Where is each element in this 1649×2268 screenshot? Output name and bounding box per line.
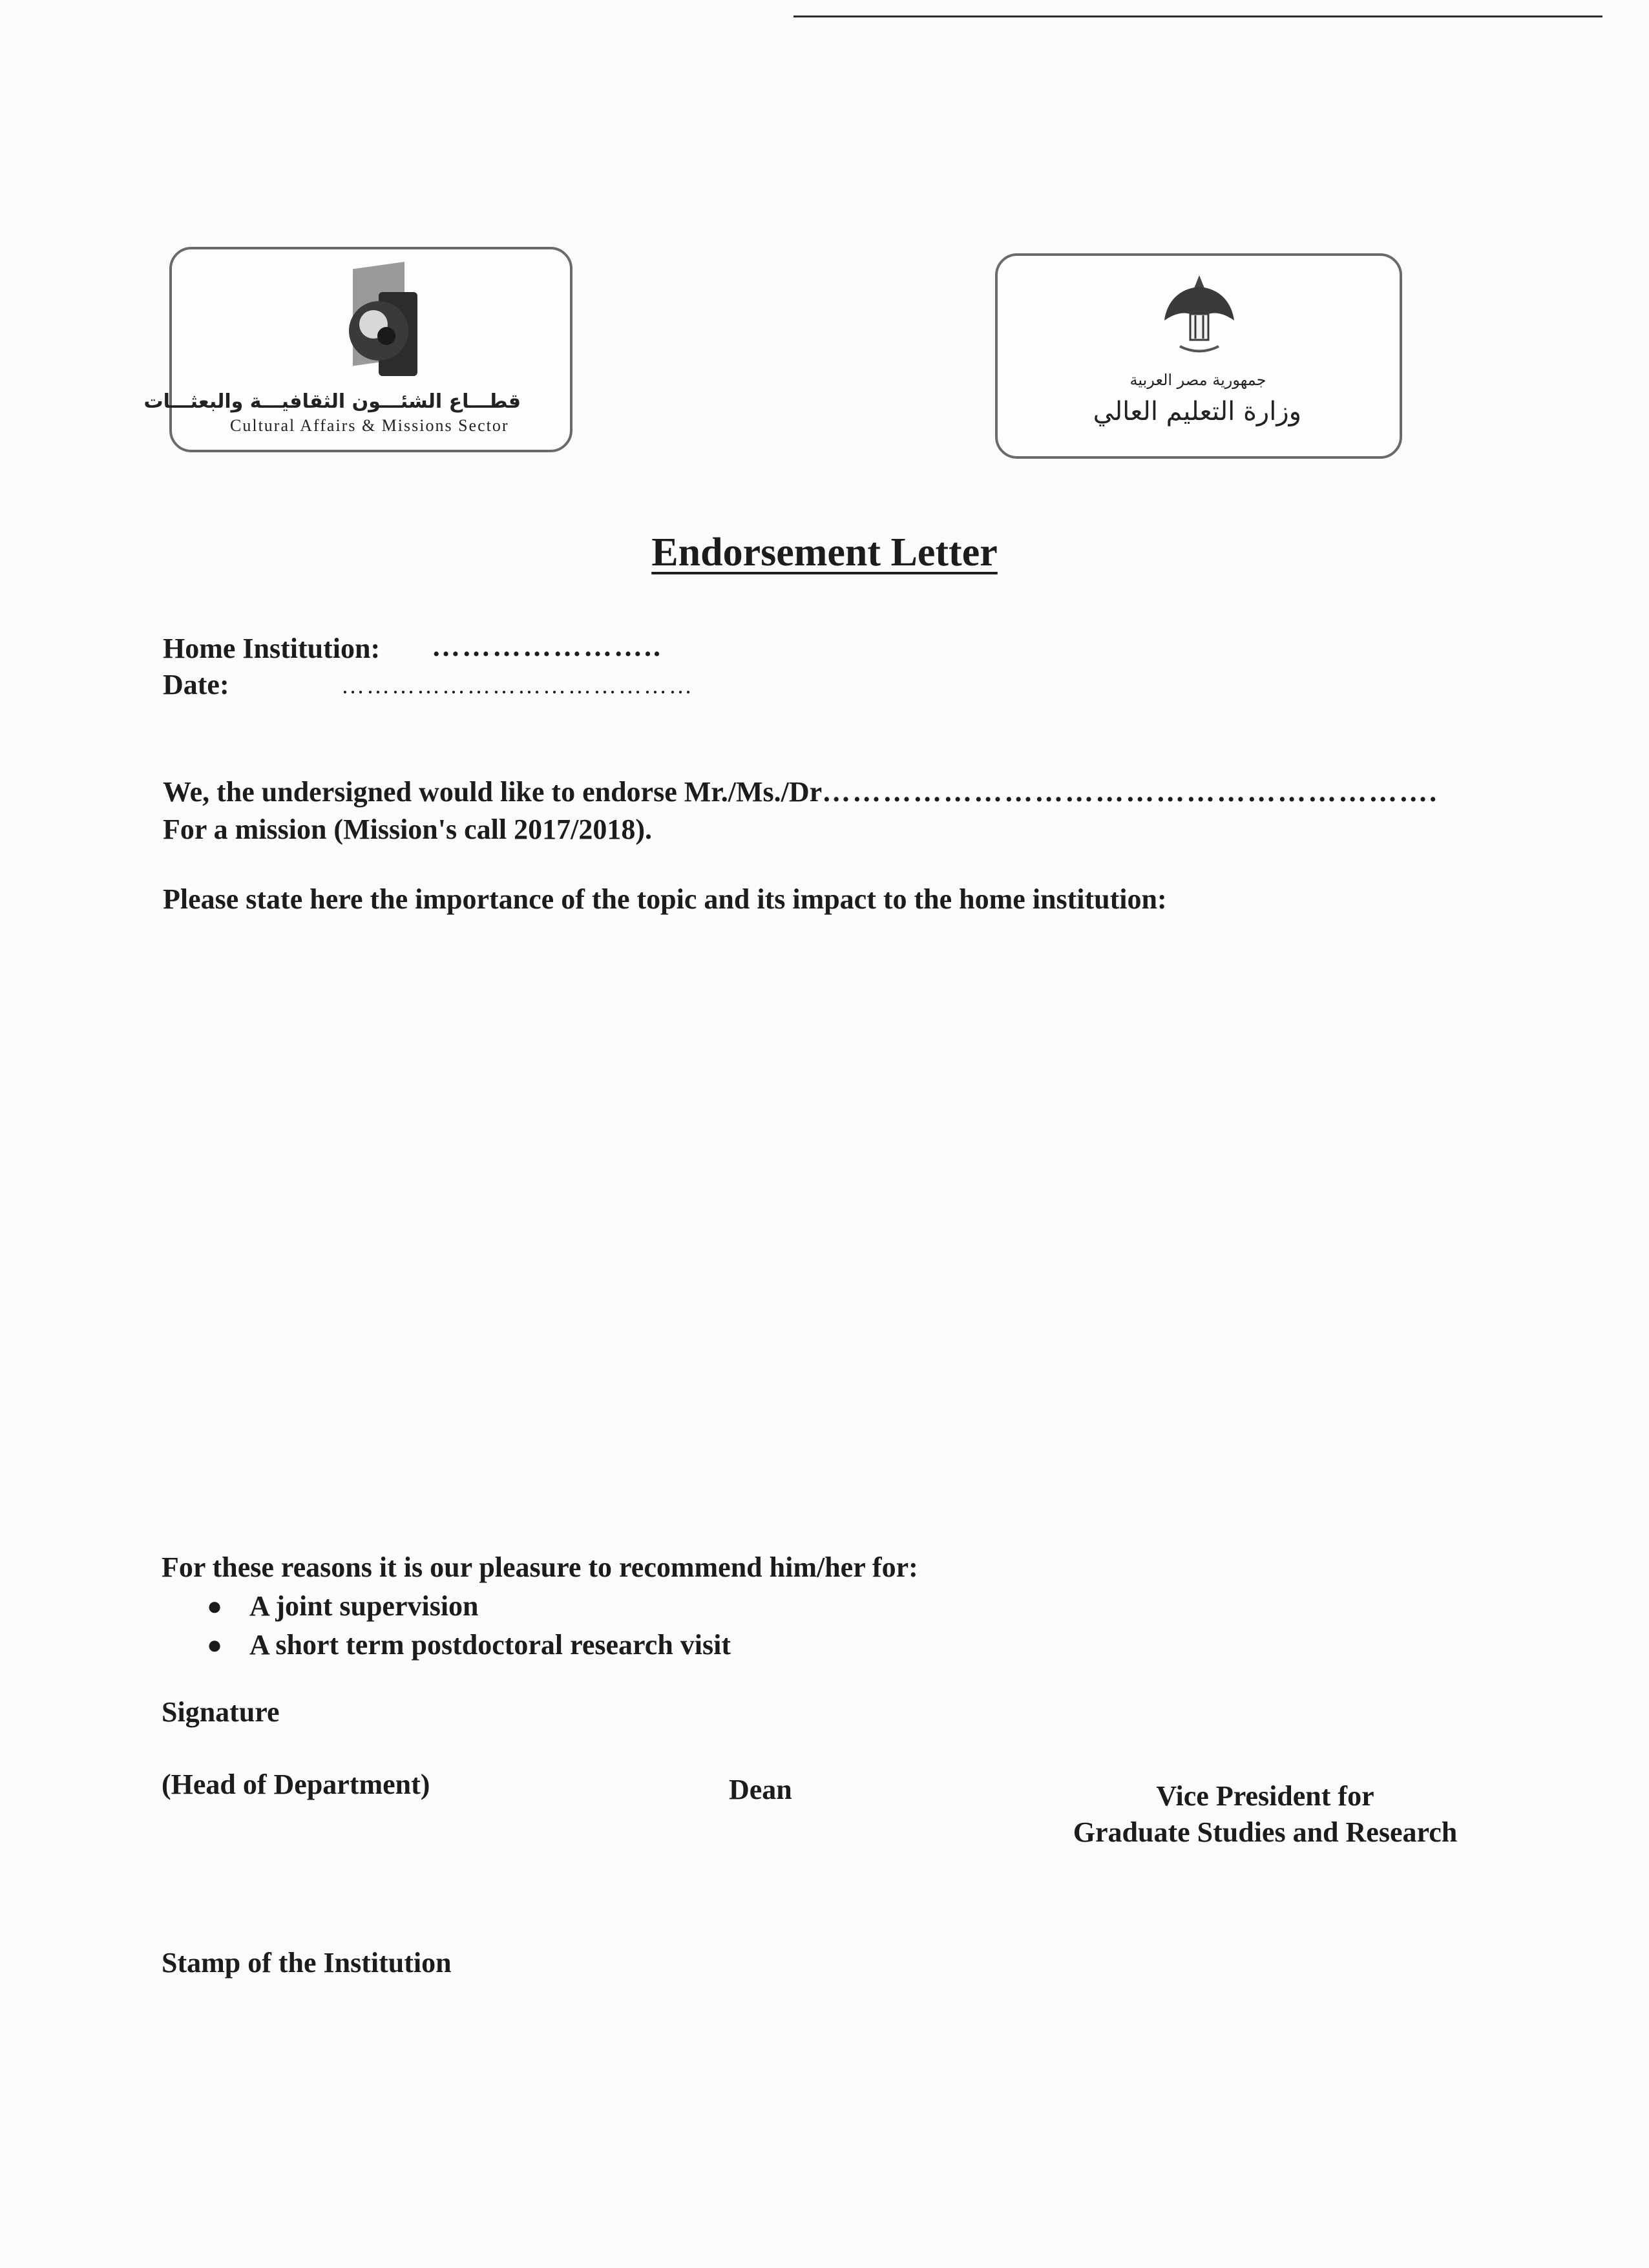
date-field[interactable]: …………………………………… xyxy=(341,673,694,698)
endorsee-name-field[interactable]: ……………………………………………………. xyxy=(822,776,1439,808)
logo-arabic-bottom-text: وزارة التعليم العالي xyxy=(1093,397,1301,426)
eagle-emblem-icon xyxy=(1154,269,1245,372)
vice-president-line1: Vice President for xyxy=(1156,1780,1374,1812)
option-joint-supervision: A joint supervision xyxy=(249,1590,479,1622)
option-postdoc-visit: A short term postdoctoral research visit xyxy=(249,1629,731,1661)
stamp-label: Stamp of the Institution xyxy=(162,1947,452,1979)
logo-arabic-text: قطـــاع الشئـــون الثقافيـــة والبعثـــات xyxy=(143,390,521,413)
ministry-higher-education-logo xyxy=(995,253,1402,459)
importance-prompt: Please state here the importance of the topic and its impact to the home institution: xyxy=(163,883,1167,915)
date-label: Date: xyxy=(163,669,229,700)
vice-president-line2: Graduate Studies and Research xyxy=(1073,1816,1458,1848)
cultural-affairs-logo xyxy=(143,247,572,452)
logo-arabic-top-text: جمهورية مصر العربية xyxy=(1129,371,1266,389)
bullet-icon: ● xyxy=(207,1591,223,1621)
recommend-line: For these reasons it is our pleasure to recommend him/her for: xyxy=(162,1551,918,1583)
top-border-line xyxy=(793,16,1602,17)
dean-label: Dean xyxy=(729,1774,792,1805)
page-title xyxy=(0,530,1649,576)
mission-line: For a mission (Mission's call 2017/2018). xyxy=(163,814,652,845)
home-institution-label: Home Institution: xyxy=(163,633,381,664)
bullet-icon: ● xyxy=(207,1630,223,1659)
signature-label: Signature xyxy=(162,1696,280,1728)
head-of-department-label: (Head of Department) xyxy=(162,1769,430,1800)
vice-president-label xyxy=(1058,1778,1472,1851)
home-institution-field[interactable]: ………………….. xyxy=(432,631,662,662)
logo-english-text: Cultural Affairs & Missions Sector xyxy=(230,416,509,435)
endorse-text: We, the undersigned would like to endorse Mr./Ms./Dr xyxy=(163,776,823,808)
cultural-affairs-emblem-icon xyxy=(327,260,443,389)
page-title-text: Endorsement Letter xyxy=(651,530,998,574)
endorse-line xyxy=(163,775,1438,808)
